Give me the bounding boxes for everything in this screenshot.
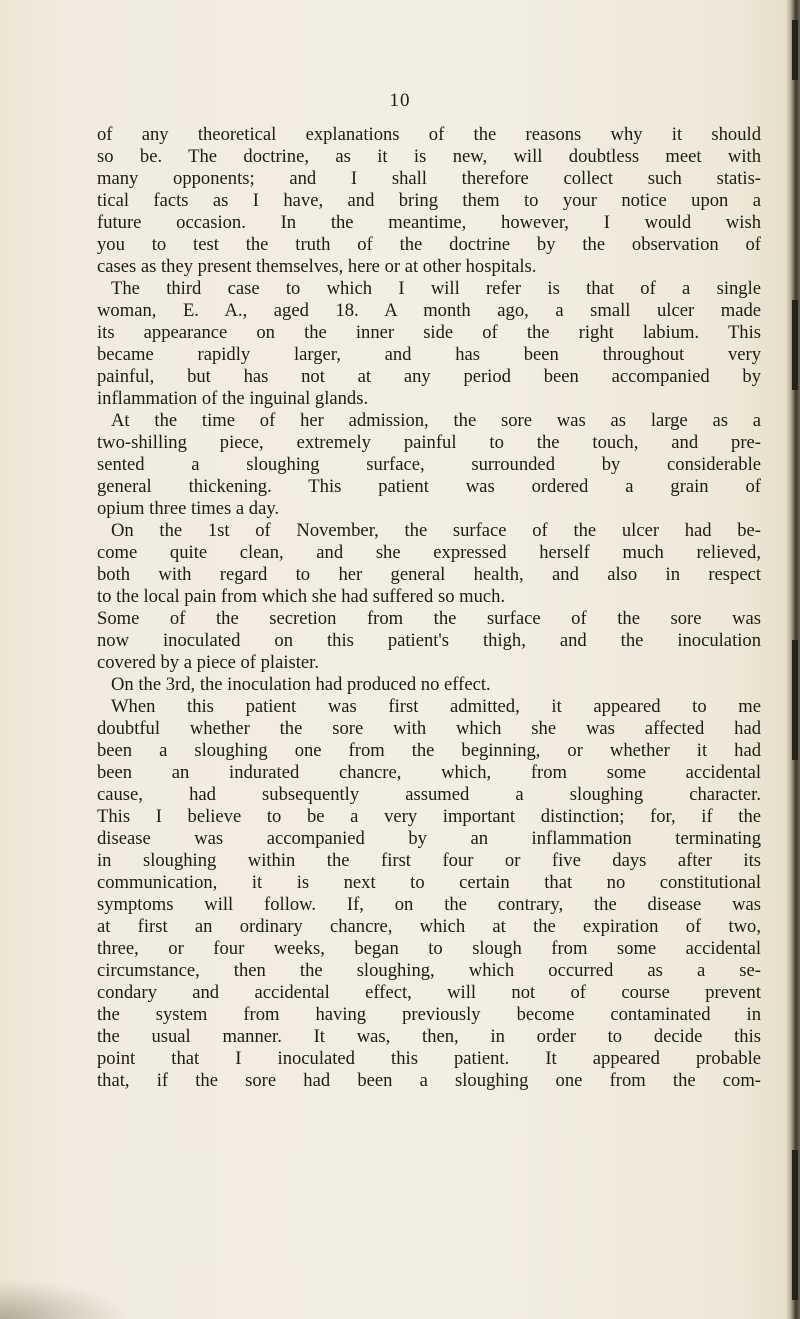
text-line: sented a sloughing surface, surrounded by considerable: [97, 454, 761, 475]
text-line: both with regard to her general health, and also in respect: [97, 564, 761, 585]
text-line: Some of the secretion from the surface of the sore was: [97, 608, 761, 629]
text-line: When this patient was first admitted, it appeared to me: [111, 696, 761, 717]
text-line: On the 3rd, the inoculation had produced no effect.: [111, 674, 491, 695]
text-line: On the 1st of November, the surface of the ulcer had be-: [111, 520, 761, 541]
text-line: The third case to which I will refer is that of a single: [111, 278, 761, 299]
text-line: general thickening. This patient was ordered a grain of: [97, 476, 761, 497]
text-line: cause, had subsequently assumed a sloughing character.: [97, 784, 761, 805]
text-line: At the time of her admission, the sore was as large as a: [111, 410, 761, 431]
text-line: painful, but has not at any period been accompanied by: [97, 366, 761, 387]
text-line: been a sloughing one from the beginning, or whether it had: [97, 740, 761, 761]
text-line: so be. The doctrine, as it is new, will doubtless meet with: [97, 146, 761, 167]
text-line: opium three times a day.: [97, 498, 280, 519]
text-line: point that I inoculated this patient. It appeared probable: [97, 1048, 761, 1069]
text-line: communication, it is next to certain that no constitutional: [97, 872, 761, 893]
text-line: inflammation of the inguinal glands.: [97, 388, 369, 409]
text-line: three, or four weeks, began to slough from some accidental: [97, 938, 761, 959]
page-edge-mark: [792, 1150, 798, 1300]
text-line: This I believe to be a very important distinction; for, if the: [97, 806, 761, 827]
text-line: to the local pain from which she had suffered so much.: [97, 586, 506, 607]
page-number: 10: [389, 90, 411, 111]
text-line: covered by a piece of plaister.: [97, 652, 319, 673]
text-line: became rapidly larger, and has been throughout very: [97, 344, 761, 365]
text-line: now inoculated on this patient's thigh, and the inoculation: [97, 630, 761, 651]
text-line: symptoms will follow. If, on the contrary, the disease was: [97, 894, 761, 915]
text-line: the system from having previously become contaminated in: [97, 1004, 761, 1025]
text-line: its appearance on the inner side of the right labium. This: [97, 322, 761, 343]
text-line: circumstance, then the sloughing, which occurred as a se-: [97, 960, 761, 981]
page-edge-mark: [792, 20, 798, 80]
text-line: at first an ordinary chancre, which at the expiration of two,: [97, 916, 761, 937]
text-line: of any theoretical explanations of the reasons why it should: [97, 124, 761, 145]
text-line: two-shilling piece, extremely painful to the touch, and pre-: [97, 432, 761, 453]
text-line: you to test the truth of the doctrine by the observation of: [97, 234, 761, 255]
text-line: the usual manner. It was, then, in order to decide this: [97, 1026, 761, 1047]
page-edge-mark: [792, 640, 798, 760]
text-line: come quite clean, and she expressed herself much relieved,: [97, 542, 761, 563]
text-line: been an indurated chancre, which, from some accidental: [97, 762, 761, 783]
text-line: future occasion. In the meantime, however, I would wish: [97, 212, 761, 233]
text-line: condary and accidental effect, will not of course prevent: [97, 982, 761, 1003]
text-line: tical facts as I have, and bring them to your notice upon a: [97, 190, 761, 211]
text-line: in sloughing within the first four or five days after its: [97, 850, 761, 871]
text-line: many opponents; and I shall therefore collect such statis-: [97, 168, 761, 189]
text-line: that, if the sore had been a sloughing one from the com-: [97, 1070, 761, 1091]
text-line: disease was accompanied by an inflammation terminating: [97, 828, 761, 849]
text-line: woman, E. A., aged 18. A month ago, a small ulcer made: [97, 300, 761, 321]
text-line: cases as they present themselves, here or at other hospitals.: [97, 256, 537, 277]
page-smudge: [0, 1279, 130, 1319]
text-line: doubtful whether the sore with which she was affected had: [97, 718, 761, 739]
page-edge-mark: [792, 300, 798, 390]
body-text: [97, 124, 761, 1092]
